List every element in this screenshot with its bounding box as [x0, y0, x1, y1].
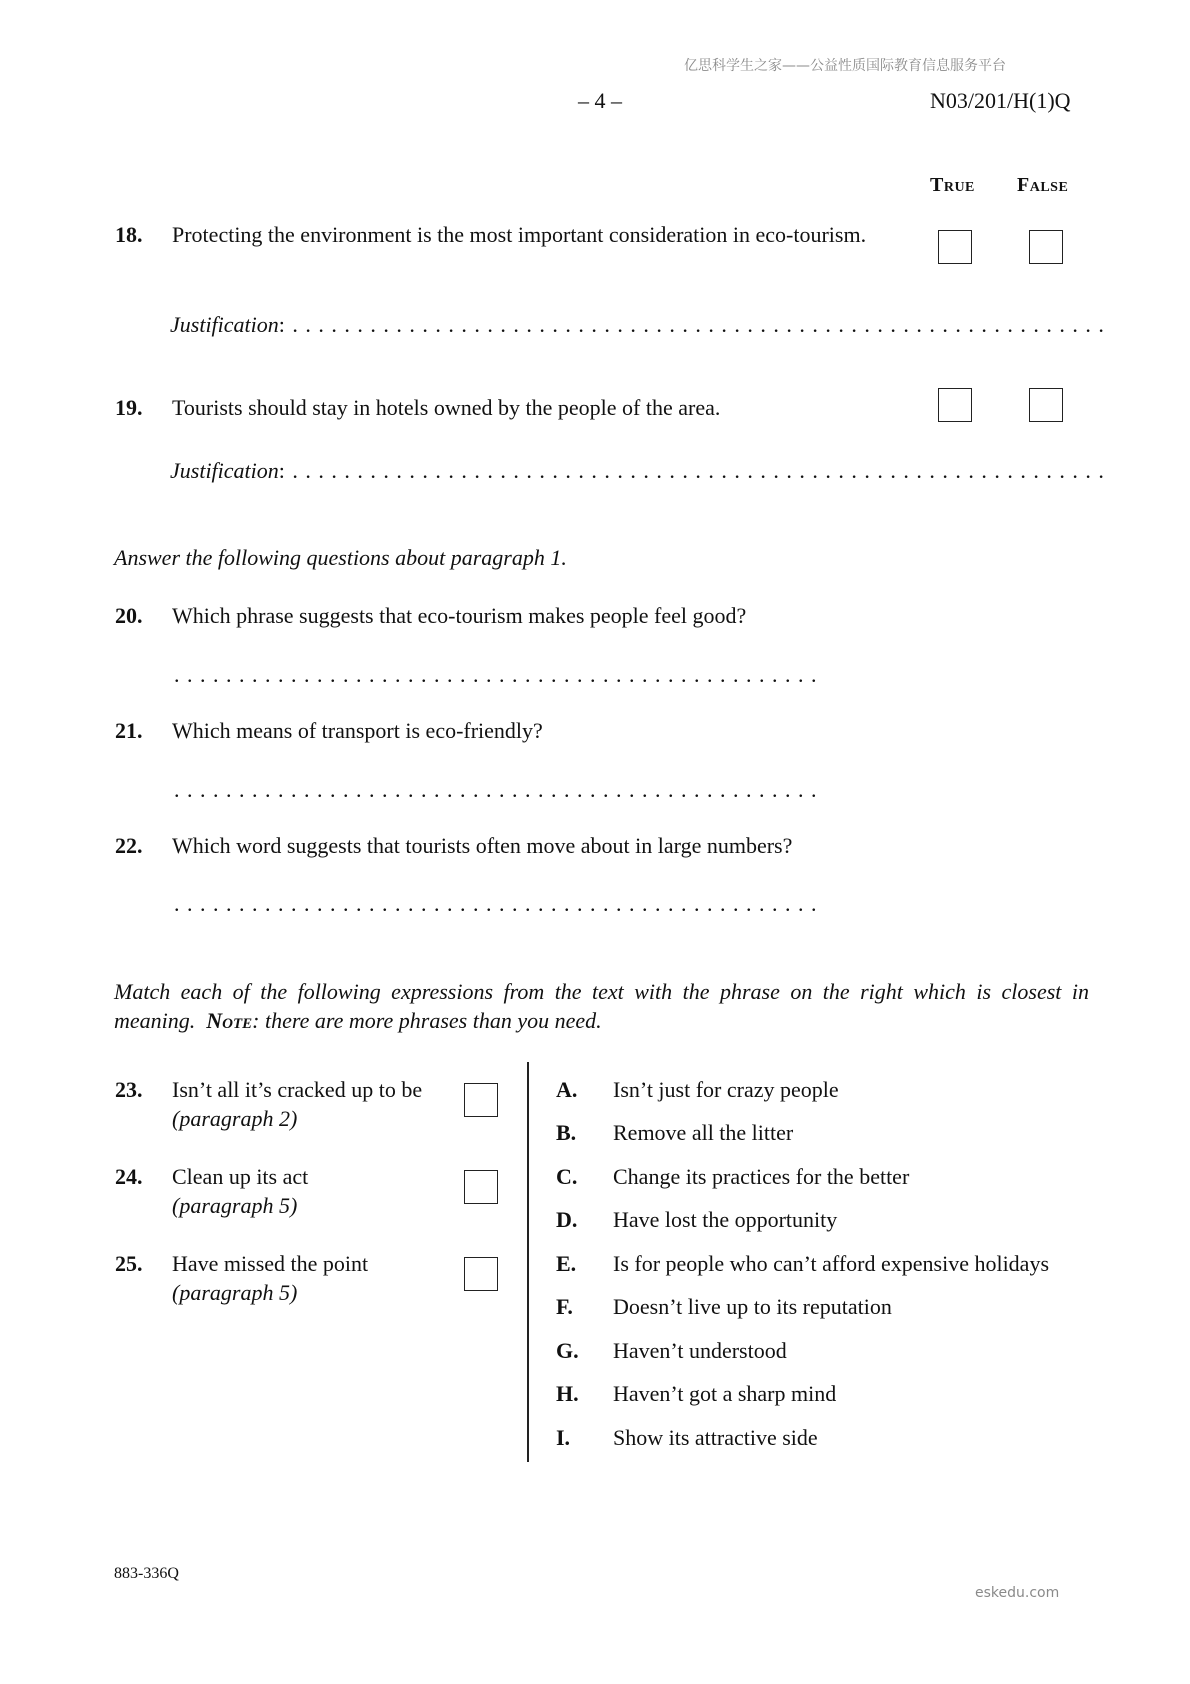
answer-line[interactable]: . . . . . . . . . . . . . . . . . . . . . . . . . . . . . . . . . . . . . . . . . . . . . . . . . .	[174, 891, 818, 916]
answer-line[interactable]: . . . . . . . . . . . . . . . . . . . . . . . . . . . . . . . . . . . . . . . . . . . . . . . . . .	[174, 777, 818, 802]
footer-code: 883-336Q	[114, 1565, 179, 1582]
watermark-bottom: eskedu.com	[975, 1585, 1060, 1601]
question-number: 20.	[115, 603, 143, 628]
option-text: Show its attractive side	[613, 1425, 818, 1450]
paragraph-ref: (paragraph 2)	[172, 1106, 298, 1131]
option-text: Remove all the litter	[613, 1120, 794, 1145]
expression-text: Have missed the point	[172, 1251, 369, 1276]
page-number: – 4 –	[578, 88, 622, 113]
question-number: 23.	[115, 1077, 143, 1102]
option-letter: A.	[556, 1077, 578, 1102]
option-text: Is for people who can’t afford expensive holidays	[613, 1251, 1050, 1276]
answer-box[interactable]	[464, 1170, 498, 1204]
question-number: 21.	[115, 718, 143, 743]
paper-code: N03/201/H(1)Q	[930, 88, 1071, 113]
false-checkbox[interactable]	[1029, 388, 1063, 422]
answer-box[interactable]	[464, 1257, 498, 1291]
option-letter: E.	[556, 1251, 577, 1276]
paragraph-ref: (paragraph 5)	[172, 1193, 298, 1218]
true-checkbox[interactable]	[938, 388, 972, 422]
option-letter: F.	[556, 1294, 573, 1319]
true-heading: True	[930, 174, 975, 196]
option-text: Have lost the opportunity	[613, 1207, 838, 1232]
question-text: Which word suggests that tourists often move about in large numbers?	[172, 833, 793, 858]
answer-dots: : . . . . . . . . . . . . . . . . . . . . . . . . . . . . . . . . . . . . . . . . . . . . . . . . . . . . . . . . . . . . . . .	[278, 458, 1105, 483]
question-text: Which means of transport is eco-friendly?	[172, 718, 543, 743]
expression-text: Isn’t all it’s cracked up to be	[172, 1077, 423, 1102]
option-letter: B.	[556, 1120, 577, 1145]
instruction-text: Match each of the following expressions from the text with the phrase on the right which is closest in meaning.	[114, 979, 1089, 1033]
option-letter: H.	[556, 1381, 579, 1406]
question-number: 22.	[115, 833, 143, 858]
question-text: Protecting the environment is the most important consideration in eco-tourism.	[172, 222, 867, 247]
answer-box[interactable]	[464, 1083, 498, 1117]
paragraph-ref: (paragraph 5)	[172, 1280, 298, 1305]
question-number: 25.	[115, 1251, 143, 1276]
false-heading: False	[1017, 174, 1069, 196]
true-checkbox[interactable]	[938, 230, 972, 264]
option-text: Isn’t just for crazy people	[613, 1077, 839, 1102]
expression-text: Clean up its act	[172, 1164, 309, 1189]
justification-line[interactable]	[170, 458, 1105, 484]
matching-instruction	[114, 977, 1089, 1035]
answer-line[interactable]: . . . . . . . . . . . . . . . . . . . . . . . . . . . . . . . . . . . . . . . . . . . . . . . . . .	[174, 662, 818, 687]
question-text: Which phrase suggests that eco-tourism makes people feel good?	[172, 603, 747, 628]
option-text: Haven’t got a sharp mind	[613, 1381, 837, 1406]
column-divider	[527, 1062, 529, 1462]
answer-dots: : . . . . . . . . . . . . . . . . . . . . . . . . . . . . . . . . . . . . . . . . . . . . . . . . . . . . . . . . . . . . . . .	[278, 312, 1105, 337]
justification-label: Justification	[170, 458, 279, 483]
option-letter: C.	[556, 1164, 578, 1189]
justification-label: Justification	[170, 312, 279, 337]
option-text: Haven’t understood	[613, 1338, 787, 1363]
note-text: : there are more phrases than you need.	[252, 1008, 602, 1033]
option-letter: I.	[556, 1425, 571, 1450]
option-letter: G.	[556, 1338, 579, 1363]
false-checkbox[interactable]	[1029, 230, 1063, 264]
section-instruction: Answer the following questions about paragraph 1.	[114, 545, 567, 570]
question-text: Tourists should stay in hotels owned by the people of the area.	[172, 395, 721, 420]
question-number: 24.	[115, 1164, 143, 1189]
justification-line[interactable]	[170, 312, 1105, 338]
question-number: 18.	[115, 222, 143, 247]
watermark-top: 亿思科学生之家——公益性质国际教育信息服务平台	[684, 58, 1006, 74]
note-label: Note	[206, 1008, 253, 1033]
option-letter: D.	[556, 1207, 578, 1232]
question-number: 19.	[115, 395, 143, 420]
option-text: Change its practices for the better	[613, 1164, 910, 1189]
option-text: Doesn’t live up to its reputation	[613, 1294, 892, 1319]
